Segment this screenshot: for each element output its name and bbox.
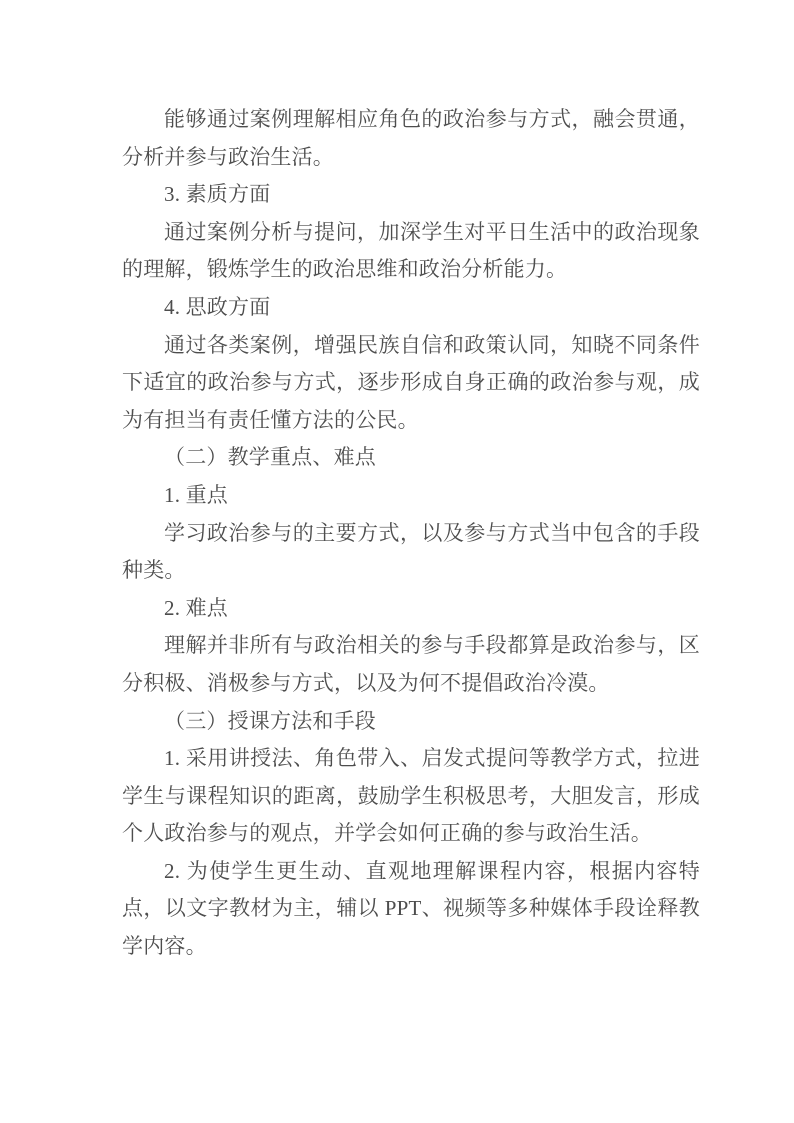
paragraph: 能够通过案例理解相应角色的政治参与方式，融会贯通，分析并参与政治生活。 (122, 107, 700, 169)
paragraph: 4. 思政方面 (164, 294, 271, 319)
paragraph: 2. 难点 (164, 595, 228, 620)
paragraph: 2. 为使学生更生动、直观地理解课程内容，根据内容特点，以文字教材为主，辅以 PPT、视频等多种媒体手段诠释教学内容。 (122, 858, 700, 959)
paragraph: （三）授课方法和手段 (164, 708, 376, 733)
paragraph: 1. 重点 (164, 482, 228, 507)
paragraph: 1. 采用讲授法、角色带入、启发式提问等教学方式，拉进学生与课程知识的距离，鼓励学生积极思考，大胆发言，形成个人政治参与的观点，并学会如何正确的参与政治生活。 (122, 746, 700, 846)
document-body (122, 101, 700, 966)
paragraph: 学习政治参与的主要方式，以及参与方式当中包含的手段种类。 (122, 520, 700, 583)
paragraph: 通过案例分析与提问，加深学生对平日生活中的政治现象的理解，锻炼学生的政治思维和政治分析能力。 (122, 219, 700, 282)
paragraph: （二）教学重点、难点 (164, 445, 376, 470)
paragraph: 3. 素质方面 (164, 182, 271, 207)
paragraph: 通过各类案例，增强民族自信和政策认同，知晓不同条件下适宜的政治参与方式，逐步形成自身正确的政治参与观，成为有担当有责任懂方法的公民。 (122, 332, 700, 432)
paragraph: 理解并非所有与政治相关的参与手段都算是政治参与，区分积极、消极参与方式，以及为何不提倡政治冷漠。 (122, 633, 700, 695)
